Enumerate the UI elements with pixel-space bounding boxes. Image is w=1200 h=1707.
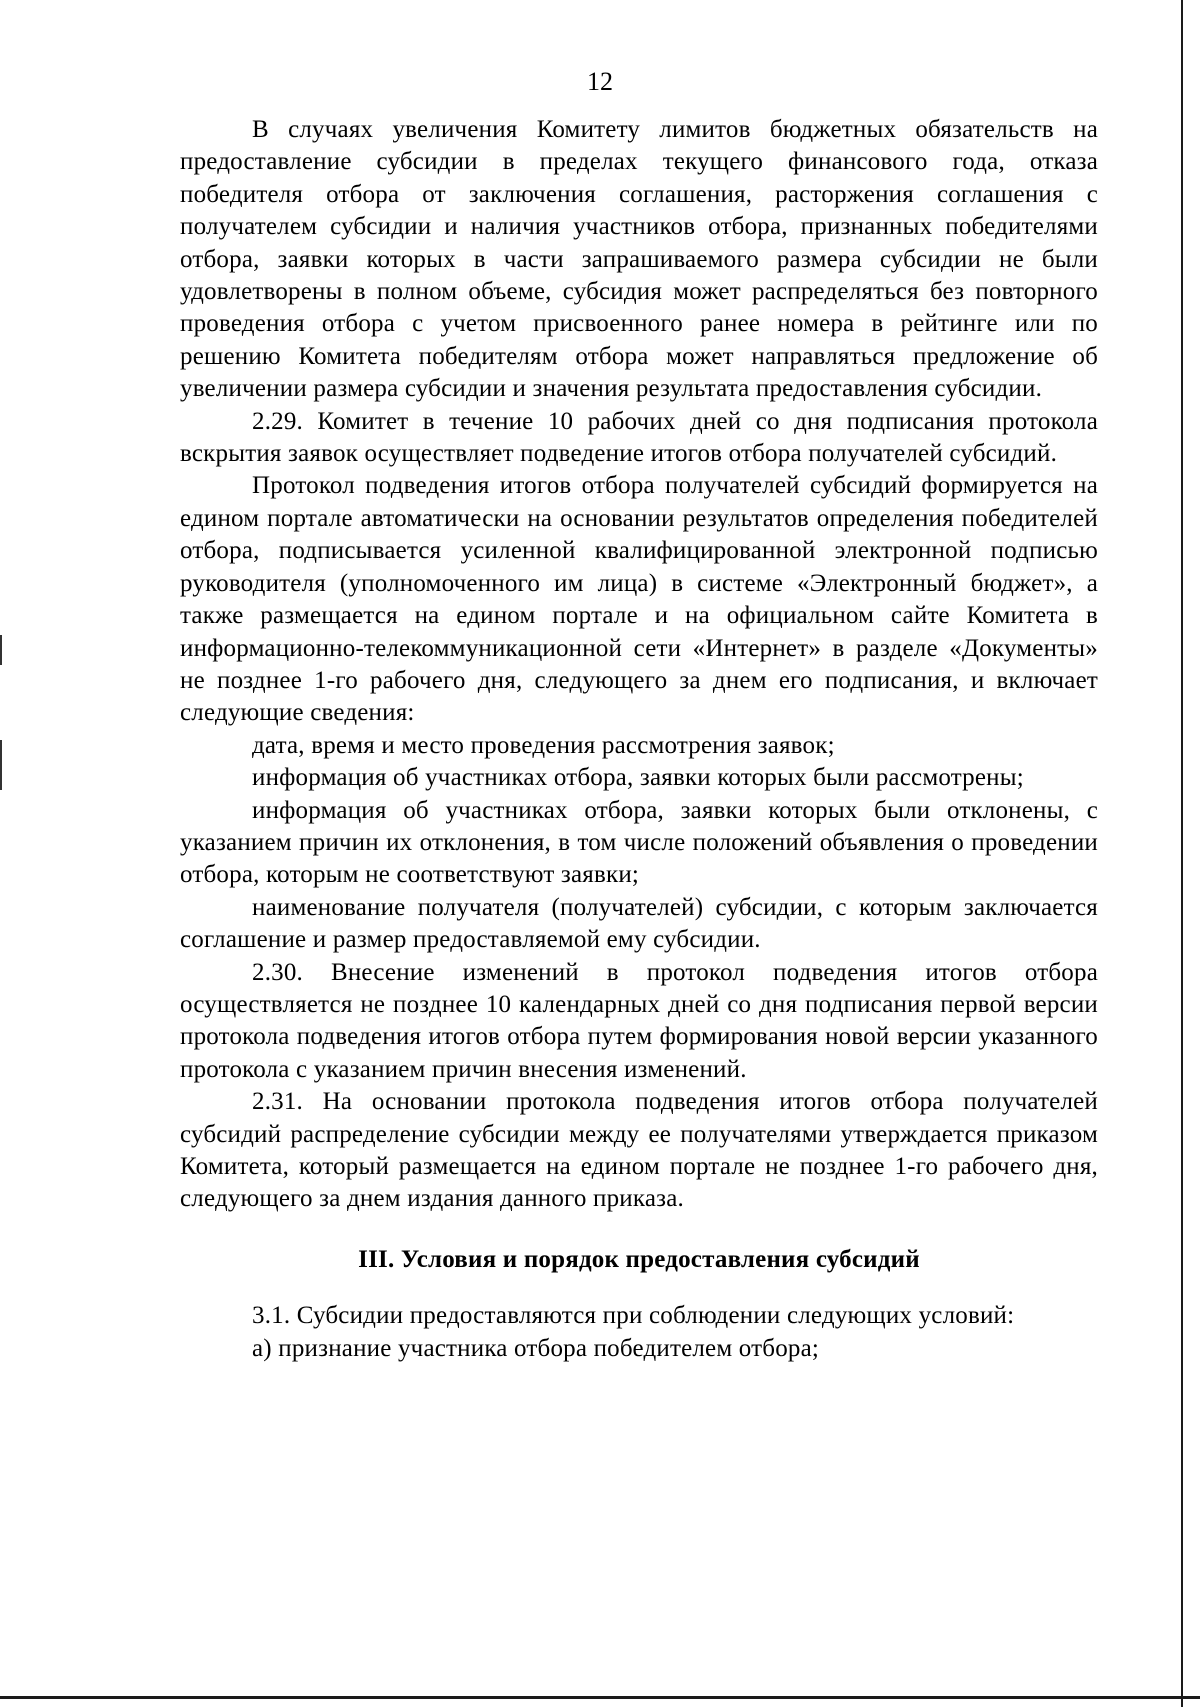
page-number: 12 <box>587 67 613 96</box>
list-item-reviewed-participants: информация об участниках отбора, заявки которых были рассмотрены; <box>252 764 1024 792</box>
section-heading: III. Условия и порядок предоставления субсидий <box>358 1245 920 1273</box>
list-item-rejected-participants: информация об участниках отбора, заявки которых были отклонены, с указанием причин их отклонения, в том числе положений объявления о проведении отбора, которым не соответствуют заявки; <box>180 796 1098 889</box>
paragraph-protocol: Протокол подведения итогов отбора получателей субсидий формируется на едином портале автоматически на основании результатов определения победителей отбора, подписывается усиленной квалифицированной электронной подписью руководителя (уполномоченного им лица) в системе «Электронный бюджет», а также размещается на едином портале и на официальном сайте Комитета в информационно-телекоммуникационной сети «Интернет» в разделе «Документы» не позднее 1-го рабочего дня, следующего за днем его подписания, и включает следующие сведения: <box>180 472 1098 727</box>
list-item-a: а) признание участника отбора победителем отбора; <box>252 1334 820 1362</box>
scan-mark-left <box>0 740 2 790</box>
paragraph-2-29: 2.29. Комитет в течение 10 рабочих дней со дня подписания протокола вскрытия заявок осуществляет подведение итогов отбора получателей субсидий. <box>180 407 1098 468</box>
scan-edge-right <box>1181 0 1183 1707</box>
paragraph-3-1: 3.1. Субсидии предоставляются при соблюдении следующих условий: <box>252 1302 1015 1330</box>
scan-edge-bottom <box>0 1696 1200 1699</box>
list-item-recipient-name: наименование получателя (получателей) субсидии, с которым заключается соглашение и размер предоставляемой ему субсидии. <box>180 893 1098 954</box>
paragraph-2-30: 2.30. Внесение изменений в протокол подведения итогов отбора осуществляется не позднее 10 календарных дней со дня подписания первой версии протокола подведения итогов отбора путем формирования новой версии указанного протокола с указанием причин внесения изменений. <box>180 958 1098 1083</box>
paragraph-budget-limits: В случаях увеличения Комитету лимитов бюджетных обязательств на предоставление субсидии в пределах текущего финансового года, отказа победителя отбора от заключения соглашения, расторжения соглашения с получателем субсидии и наличия участников отбора, признанных победителями отбора, заявки которых в части запрашиваемого размера субсидии не были удовлетворены в полном объеме, субсидия может распределяться без повторного проведения отбора с учетом присвоенного ранее номера в рейтинге или по решению Комитета победителям отбора может направляться предложение об увеличении размера субсидии и значения результата предоставления субсидии. <box>180 116 1098 403</box>
scan-mark-left <box>0 635 2 665</box>
list-item-date-time-place: дата, время и место проведения рассмотрения заявок; <box>252 731 835 759</box>
document-body <box>180 114 1098 1365</box>
paragraph-2-31: 2.31. На основании протокола подведения итогов отбора получателей субсидий распределение субсидии между ее получателями утверждается приказом Комитета, который размещается на едином портале не позднее 1-го рабочего дня, следующего за днем издания данного приказа. <box>180 1088 1098 1213</box>
